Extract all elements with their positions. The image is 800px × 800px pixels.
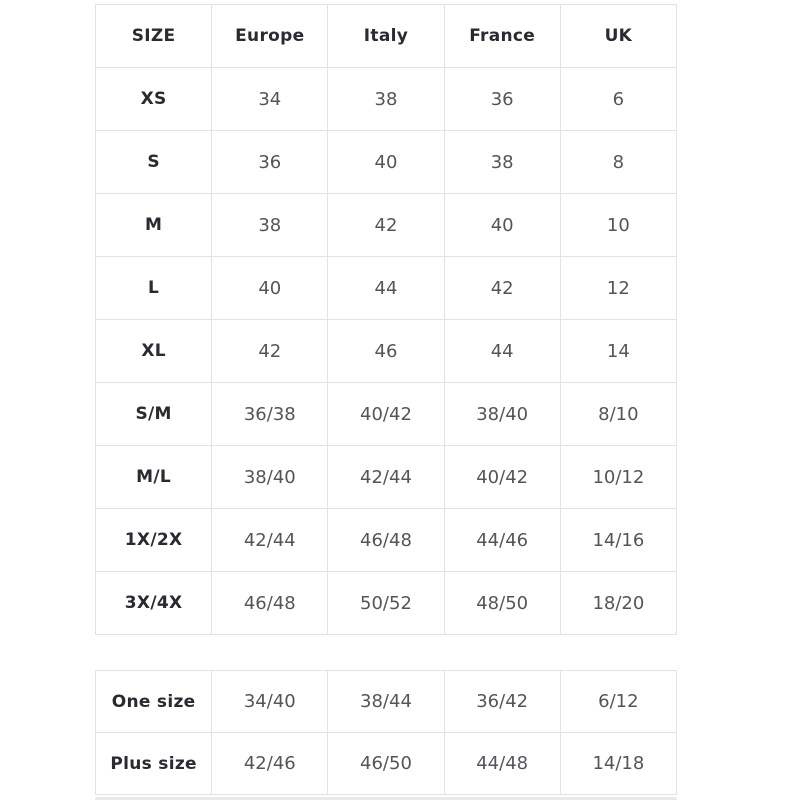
cell-xl-italy: 46 <box>328 320 444 383</box>
cell-xs-europe: 34 <box>212 68 328 131</box>
cell-xs-uk: 6 <box>560 68 676 131</box>
row-label-1x2x: 1X/2X <box>96 509 212 572</box>
cell-plus-size-france: 44/48 <box>444 733 560 795</box>
cell-m-uk: 10 <box>560 194 676 257</box>
row-label-3x4x: 3X/4X <box>96 572 212 635</box>
cell-l-uk: 12 <box>560 257 676 320</box>
cell-plus-size-europe: 42/46 <box>212 733 328 795</box>
row-label-one-size: One size <box>96 671 212 733</box>
cell-3x4x-italy: 50/52 <box>328 572 444 635</box>
row-label-sm: S/M <box>96 383 212 446</box>
row-label-ml: M/L <box>96 446 212 509</box>
cell-ml-uk: 10/12 <box>560 446 676 509</box>
table-row-1x2x <box>96 509 677 572</box>
size-conversion-table <box>95 4 677 635</box>
cell-one-size-italy: 38/44 <box>328 671 444 733</box>
cell-sm-uk: 8/10 <box>560 383 676 446</box>
cell-one-size-france: 36/42 <box>444 671 560 733</box>
special-sizes-table <box>95 670 677 795</box>
cell-ml-france: 40/42 <box>444 446 560 509</box>
cell-xs-france: 36 <box>444 68 560 131</box>
cell-m-europe: 38 <box>212 194 328 257</box>
table-row-sm <box>96 383 677 446</box>
cell-m-italy: 42 <box>328 194 444 257</box>
row-label-m: M <box>96 194 212 257</box>
header-size: SIZE <box>96 5 212 68</box>
cell-l-italy: 44 <box>328 257 444 320</box>
table-row-m <box>96 194 677 257</box>
cell-l-france: 42 <box>444 257 560 320</box>
size-table-container <box>95 4 679 800</box>
table-row-plus-size <box>96 733 677 795</box>
row-label-plus-size: Plus size <box>96 733 212 795</box>
row-label-xl: XL <box>96 320 212 383</box>
cell-3x4x-france: 48/50 <box>444 572 560 635</box>
cell-1x2x-uk: 14/16 <box>560 509 676 572</box>
table-row-l <box>96 257 677 320</box>
cell-3x4x-europe: 46/48 <box>212 572 328 635</box>
table-row-one-size <box>96 671 677 733</box>
header-italy: Italy <box>328 5 444 68</box>
cell-plus-size-uk: 14/18 <box>560 733 676 795</box>
cell-s-france: 38 <box>444 131 560 194</box>
cell-m-france: 40 <box>444 194 560 257</box>
cell-3x4x-uk: 18/20 <box>560 572 676 635</box>
table-row-xl <box>96 320 677 383</box>
cell-1x2x-europe: 42/44 <box>212 509 328 572</box>
cell-plus-size-italy: 46/50 <box>328 733 444 795</box>
table-row-ml <box>96 446 677 509</box>
cell-sm-italy: 40/42 <box>328 383 444 446</box>
cell-ml-europe: 38/40 <box>212 446 328 509</box>
cell-l-europe: 40 <box>212 257 328 320</box>
cell-s-europe: 36 <box>212 131 328 194</box>
header-europe: Europe <box>212 5 328 68</box>
cell-xl-france: 44 <box>444 320 560 383</box>
cell-xl-europe: 42 <box>212 320 328 383</box>
cell-s-italy: 40 <box>328 131 444 194</box>
cell-sm-france: 38/40 <box>444 383 560 446</box>
table-row-3x4x <box>96 572 677 635</box>
cell-ml-italy: 42/44 <box>328 446 444 509</box>
row-label-xs: XS <box>96 68 212 131</box>
cell-1x2x-italy: 46/48 <box>328 509 444 572</box>
row-label-l: L <box>96 257 212 320</box>
cell-sm-europe: 36/38 <box>212 383 328 446</box>
cell-s-uk: 8 <box>560 131 676 194</box>
cell-one-size-europe: 34/40 <box>212 671 328 733</box>
table-row-s <box>96 131 677 194</box>
cell-xs-italy: 38 <box>328 68 444 131</box>
row-label-s: S <box>96 131 212 194</box>
cell-xl-uk: 14 <box>560 320 676 383</box>
cell-1x2x-france: 44/46 <box>444 509 560 572</box>
header-france: France <box>444 5 560 68</box>
header-uk: UK <box>560 5 676 68</box>
table-gap <box>95 635 679 670</box>
cell-one-size-uk: 6/12 <box>560 671 676 733</box>
table-row-xs <box>96 68 677 131</box>
header-row <box>96 5 677 68</box>
